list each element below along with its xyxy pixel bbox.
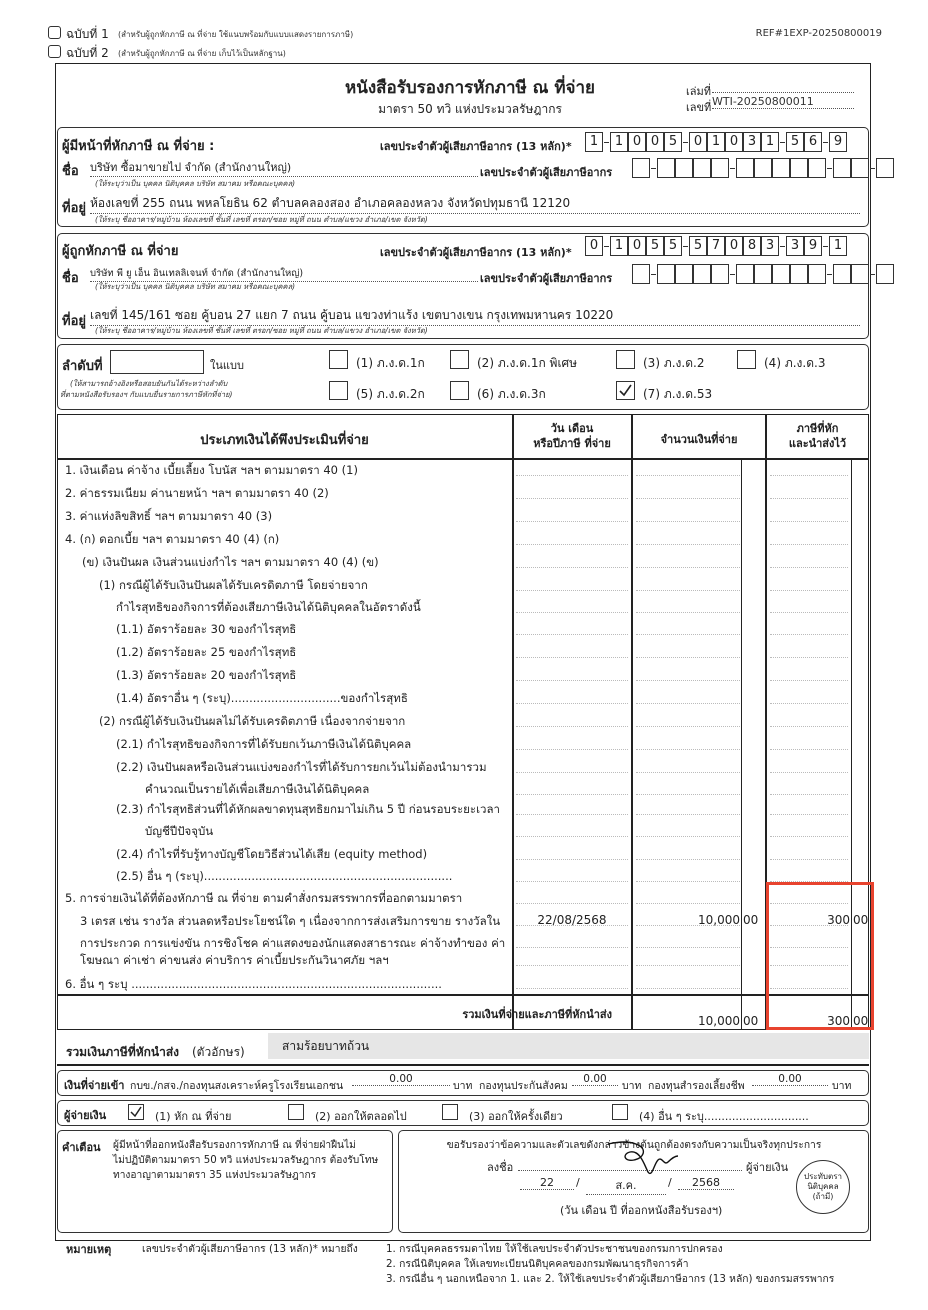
row-value-guide — [636, 947, 740, 948]
income-row: 4. (ก) ดอกเบี้ย ฯลฯ ตามมาตรา 40 (4) (ก) — [65, 532, 280, 546]
date-day: 22 — [520, 1176, 574, 1190]
form-pnd1a-special-label: (2) ภ.ง.ด.1ก พิเศษ — [477, 356, 578, 370]
copy2-checkbox[interactable] — [48, 45, 61, 58]
payee-tax-id-separator — [780, 246, 785, 247]
sequence-hint-1: (ให้สามารถอ้างอิงหรือสอบยันกันได้ระหว่างลำดับ — [70, 379, 228, 388]
form-pnd2-label: (3) ภ.ง.ด.2 — [643, 356, 705, 370]
notes-intro: เลขประจำตัวผู้เสียภาษีอากร (13 หลัก)* หมายถึง — [142, 1243, 358, 1255]
funds-label: เงินที่จ่ายเข้า — [64, 1079, 125, 1092]
row-value-guide — [636, 657, 740, 658]
payee-tax-id2-digit — [790, 264, 808, 284]
row-value-guide — [636, 703, 740, 704]
row-value-guide — [770, 680, 848, 681]
payer-tax-id-separator — [823, 142, 828, 143]
income-row: (1) กรณีผู้ได้รับเงินปันผลได้รับเครดิตภาษี โดยจ่ายจาก — [99, 578, 368, 592]
payer-name: บริษัท ซื้อมาขายไป จำกัด (สำนักงานใหญ่) — [90, 158, 478, 177]
payee-tax-id-digit: 1 — [610, 236, 628, 256]
copy2-label: ฉบับที่ 2 — [66, 46, 109, 60]
payer-address: ห้องเลขที่ 255 ถนน พหลโยธิน 62 ตำบลคลองสอง อำเภอคลองหลวง จังหวัดปทุมธานี 12120 — [90, 194, 860, 214]
warning-line: ทางอาญาตามมาตรา 35 แห่งประมวลรัษฎากร — [113, 1170, 317, 1181]
payee-tax-id2-digit — [657, 264, 675, 284]
row-value-guide — [770, 567, 848, 568]
row-value-guide — [770, 726, 848, 727]
payee-tax-id-digit: 0 — [628, 236, 646, 256]
payee-tax-id2-digit — [851, 264, 869, 284]
payee-name-hint: (ให้ระบุว่าเป็น บุคคล นิติบุคคล บริษัท สมาคม หรือคณะบุคคล) — [95, 282, 296, 291]
row-value-guide — [770, 634, 848, 635]
payee-tax-id-digit: 8 — [743, 236, 761, 256]
row-value-guide — [516, 475, 628, 476]
income-row: กำไรสุทธิของกิจการที่ต้องเสียภาษีเงินได้นิติบุคคลในอัตราดังนี้ — [116, 600, 421, 614]
row-value-guide — [636, 965, 740, 966]
header-tax-2: และนำส่งไว้ — [788, 437, 847, 450]
row-value-guide — [636, 680, 740, 681]
payee-tax-id2-separator — [827, 274, 832, 275]
income-row: โฆษณา ค่าเช่า ค่าขนส่ง ค่าบริการ ค่าเบี้ยประกันวินาศภัย ฯลฯ — [80, 953, 389, 967]
copy2-note: (สำหรับผู้ถูกหักภาษี ณ ที่จ่าย เก็บไว้เป็นหลักฐาน) — [118, 49, 286, 58]
row-value-guide — [636, 498, 740, 499]
row-value-guide — [516, 903, 628, 904]
row-value-guide — [516, 988, 628, 989]
income-row: (1.3) อัตราร้อยละ 20 ของกำไรสุทธิ — [116, 668, 297, 682]
income-row: 5. การจ่ายเงินได้ที่ต้องหักภาษี ณ ที่จ่าย ตามคำสั่งกรมสรรพากรที่ออกตามมาตรา — [65, 891, 463, 905]
row-value-guide — [516, 680, 628, 681]
payer-tax-id-digit: 0 — [725, 132, 743, 152]
form-pnd3-checkbox[interactable] — [737, 350, 756, 369]
fund-sso-value: 0.00 — [572, 1073, 618, 1086]
entry-amount: 10,000 — [698, 913, 740, 927]
payee-tax-id2-digit — [632, 264, 650, 284]
once-label: (3) ออกให้ครั้งเดียว — [469, 1110, 563, 1123]
row-value-guide — [516, 657, 628, 658]
payee-tax-id2-digit — [711, 264, 729, 284]
income-row: (1.1) อัตราร้อยละ 30 ของกำไรสุทธิ — [116, 622, 297, 636]
payee-tax-id-digit: 3 — [786, 236, 804, 256]
payer-tax-id2-digit — [657, 158, 675, 178]
row-value-guide — [770, 947, 848, 948]
total-tax-decimal: 00 — [853, 1014, 869, 1028]
warning-line: ไม่ปฏิบัติตามมาตรา 50 ทวิ แห่งประมวลรัษฎากร ต้องรับโทษ — [113, 1155, 379, 1166]
col-divider-amount-dec — [741, 458, 742, 1030]
row-value-guide — [770, 859, 848, 860]
stamp-text: (ถ้ามี) — [812, 1192, 834, 1201]
entry-amount-decimal: 00 — [743, 913, 759, 927]
payee-tax-id-digit: 0 — [725, 236, 743, 256]
doc-no-label: เลขที่ — [686, 101, 712, 114]
row-value-guide — [516, 612, 628, 613]
payer-tax-id2-digit — [772, 158, 790, 178]
form-pnd1a-checkbox[interactable] — [329, 350, 348, 369]
payer-tax-id2-digit — [675, 158, 693, 178]
row-value-guide — [516, 726, 628, 727]
row-value-guide — [770, 590, 848, 591]
words-value: สามร้อยบาทถ้วน — [268, 1033, 869, 1059]
income-row: (ข) เงินปันผล เงินส่วนแบ่งกำไร ฯลฯ ตามมาตรา 40 (4) (ข) — [82, 555, 379, 569]
row-value-guide — [516, 749, 628, 750]
col-divider-amount — [631, 414, 633, 1030]
row-value-guide — [516, 836, 628, 837]
row-value-guide — [636, 726, 740, 727]
words-label: รวมเงินภาษีที่หักนำส่ง — [66, 1045, 180, 1059]
payer-tax-id-digit: 0 — [646, 132, 664, 152]
payer-tax-id-digit: 9 — [829, 132, 847, 152]
form-pnd3-label: (4) ภ.ง.ด.3 — [764, 356, 826, 370]
table-header-divider — [57, 458, 869, 460]
row-value-guide — [516, 544, 628, 545]
row-value-guide — [770, 703, 848, 704]
payer-tax-id-separator — [780, 142, 785, 143]
date-caption: (วัน เดือน ปี ที่ออกหนังสือรับรองฯ) — [560, 1204, 723, 1217]
row-value-guide — [770, 988, 848, 989]
payer-tax-id-digit: 5 — [664, 132, 682, 152]
payer-tax-id2-digit — [833, 158, 851, 178]
row-value-guide — [516, 925, 628, 926]
income-row: การประกวด การแข่งขัน การชิงโชค ค่าแสดงของนักแสดงสาธารณะ ค่าจ้างทำของ ค่า — [80, 936, 506, 950]
copy1-note: (สำหรับผู้ถูกหักภาษี ณ ที่จ่าย ใช้แนบพร้อมกับแบบแสดงรายการภาษี) — [118, 30, 354, 39]
total-tax: 300 — [827, 1014, 850, 1028]
words-row-bottom — [57, 1064, 869, 1066]
row-value-guide — [770, 498, 848, 499]
row-value-guide — [770, 925, 848, 926]
row-value-guide — [516, 567, 628, 568]
row-value-guide — [636, 903, 740, 904]
row-value-guide — [636, 590, 740, 591]
payer-address-label: ที่อยู่ — [62, 201, 86, 216]
income-row: (1.2) อัตราร้อยละ 25 ของกำไรสุทธิ — [116, 645, 297, 659]
income-row: (2) กรณีผู้ได้รับเงินปันผลไม่ได้รับเครดิตภาษี เนื่องจากจ่ายจาก — [99, 714, 406, 728]
notes-label: หมายเหตุ — [66, 1243, 112, 1256]
row-value-guide — [636, 521, 740, 522]
in-form-label: ในแบบ — [210, 359, 244, 372]
payer-type-label: ผู้จ่ายเงิน — [64, 1109, 107, 1122]
row-value-guide — [770, 814, 848, 815]
warning-line: ผู้มีหน้าที่ออกหนังสือรับรองการหักภาษี ณ ที่จ่ายฝ่าฝืนไม่ — [113, 1140, 356, 1151]
row-value-guide — [636, 925, 740, 926]
income-row: (2.1) กำไรสุทธิของกิจการที่ได้รับยกเว้นภาษีเงินได้นิติบุคคล — [116, 737, 412, 751]
row-value-guide — [770, 475, 848, 476]
stamp-text: ประทับตรา — [803, 1172, 842, 1181]
payer-tax-id-digit: 1 — [585, 132, 603, 152]
header-date-1: วัน เดือน — [550, 422, 594, 435]
other-label: (4) อื่น ๆ ระบุ.............................. — [639, 1110, 809, 1123]
payer-tax-id2-digit — [790, 158, 808, 178]
form-pnd53-checkbox[interactable] — [616, 381, 635, 400]
row-value-guide — [516, 814, 628, 815]
sequence-label: ลำดับที่ — [62, 359, 103, 374]
fund-gpf-value: 0.00 — [352, 1073, 450, 1086]
form-pnd3a-checkbox[interactable] — [450, 381, 469, 400]
payer-tax-id2-digit — [711, 158, 729, 178]
payee-address-label: ที่อยู่ — [62, 314, 86, 329]
book-no-field[interactable] — [712, 92, 854, 93]
row-value-guide — [636, 859, 740, 860]
form-pnd2-checkbox[interactable] — [616, 350, 635, 369]
payee-tax-id2-label: เลขประจำตัวผู้เสียภาษีอากร — [480, 272, 613, 285]
payee-tax-id2-separator — [730, 274, 735, 275]
payer-tax-id-label: เลขประจำตัวผู้เสียภาษีอากร (13 หลัก)* — [380, 140, 572, 153]
payer-tax-id-digit: 1 — [761, 132, 779, 152]
income-row: 3. ค่าแห่งลิขสิทธิ์ ฯลฯ ตามมาตรา 40 (3) — [65, 509, 273, 523]
form-pnd1a-special-checkbox[interactable] — [450, 350, 469, 369]
fund-gpf-label: กบข./กสจ./กองทุนสงเคราะห์ครูโรงเรียนเอกชน — [130, 1080, 344, 1092]
payer-tax-id2-label: เลขประจำตัวผู้เสียภาษีอากร — [480, 166, 613, 179]
payee-tax-id2-digit — [675, 264, 693, 284]
row-value-guide — [516, 965, 628, 966]
payer-tax-id-digit: 1 — [707, 132, 725, 152]
payee-tax-id-digit: 7 — [707, 236, 725, 256]
date-sep-2: / — [668, 1176, 672, 1189]
book-no-label: เล่มที่ — [686, 85, 712, 98]
form-pnd53-label: (7) ภ.ง.ด.53 — [643, 387, 713, 401]
row-value-guide — [770, 521, 848, 522]
entry-tax: 300 — [827, 913, 850, 927]
fund-pvd-label: กองทุนสำรองเลี้ยงชีพ — [648, 1080, 745, 1092]
copy1-checkbox[interactable] — [48, 26, 61, 39]
income-row: คำนวณเป็นรายได้เพื่อเสียภาษีเงินได้นิติบุคคล — [145, 782, 370, 796]
payee-name: บริษัท พี ยู เอ็น อินเทลลิเจนท์ จำกัด (สำนักงานใหญ่) — [90, 266, 478, 282]
checkmark-icon — [617, 382, 634, 399]
row-value-guide — [636, 544, 740, 545]
payer-name-hint: (ให้ระบุว่าเป็น บุคคล นิติบุคคล บริษัท สมาคม หรือคณะบุคคล) — [95, 179, 296, 188]
total-row-divider — [57, 994, 869, 996]
row-value-guide — [516, 859, 628, 860]
payer-name-label: ชื่อ — [62, 164, 79, 179]
payer-tax-id-digit: 0 — [689, 132, 707, 152]
signer-role: ผู้จ่ายเงิน — [746, 1161, 789, 1174]
doc-no-value: WTI-20250800011 — [712, 95, 854, 109]
fund-pvd-value: 0.00 — [752, 1073, 828, 1086]
row-value-guide — [636, 988, 740, 989]
checkmark-icon — [129, 1105, 143, 1119]
payer-tax-id2-digit — [632, 158, 650, 178]
always-checkbox[interactable] — [288, 1104, 304, 1120]
date-month: ส.ค. — [586, 1176, 666, 1195]
payer-tax-id2-digit — [876, 158, 894, 178]
payer-tax-id2-digit — [808, 158, 826, 178]
row-value-guide — [636, 475, 740, 476]
payer-tax-id-digit: 5 — [786, 132, 804, 152]
company-stamp-circle — [796, 1160, 850, 1214]
payee-name-label: ชื่อ — [62, 271, 79, 286]
header-amount: จำนวนเงินที่จ่าย — [660, 433, 738, 446]
payee-tax-id2-digit — [876, 264, 894, 284]
row-value-guide — [516, 590, 628, 591]
income-row: (2.3) กำไรสุทธิส่วนที่ได้หักผลขาดทุนสุทธิยกมาไม่เกิน 5 ปี ก่อนรอบระยะเวลา — [116, 802, 500, 816]
row-value-guide — [516, 881, 628, 882]
total-label: รวมเงินที่จ่ายและภาษีที่หักนำส่ง — [462, 1008, 612, 1021]
row-value-guide — [770, 612, 848, 613]
payer-tax-id2-digit — [851, 158, 869, 178]
payer-tax-id-separator — [683, 142, 688, 143]
payee-tax-id2-digit — [693, 264, 711, 284]
income-row: (2.4) กำไรที่รับรู้ทางบัญชีโดยวิธีส่วนได้เสีย (equity method) — [116, 847, 428, 861]
payee-tax-id2-digit — [833, 264, 851, 284]
form-pnd2a-checkbox[interactable] — [329, 381, 348, 400]
sign-label: ลงชื่อ — [487, 1161, 514, 1174]
total-amount: 10,000 — [698, 1014, 740, 1028]
row-value-guide — [770, 544, 848, 545]
row-value-guide — [636, 772, 740, 773]
fund-pvd-baht: บาท — [832, 1080, 852, 1092]
row-value-guide — [636, 814, 740, 815]
payee-address: เลขที่ 145/161 ซอย คู้บอน 27 แยก 7 ถนน คู้บอน แขวงท่าแร้ง เขตบางเขน กรุงเทพมหานคร 10220 — [90, 306, 860, 326]
total-amount-decimal: 00 — [743, 1014, 759, 1028]
date-sep-1: / — [576, 1176, 580, 1189]
form-title: หนังสือรับรองการหักภาษี ณ ที่จ่าย — [345, 78, 595, 98]
once-checkbox[interactable] — [442, 1104, 458, 1120]
payee-tax-id-separator — [683, 246, 688, 247]
header-date-2: หรือปีภาษี ที่จ่าย — [533, 437, 611, 450]
form-pnd2a-label: (5) ภ.ง.ด.2ก — [356, 387, 425, 401]
payee-tax-id-digit: 5 — [646, 236, 664, 256]
fund-gpf-baht: บาท — [453, 1080, 473, 1092]
payer-tax-id-digit: 6 — [804, 132, 822, 152]
always-label: (2) ออกให้ตลอดไป — [315, 1110, 407, 1123]
payer-tax-id2-separator — [827, 168, 832, 169]
warning-label: คำเตือน — [62, 1141, 101, 1154]
income-row: บัญชีปีปัจจุบัน — [145, 824, 214, 838]
row-value-guide — [636, 612, 740, 613]
col-divider-date — [512, 414, 514, 1030]
payee-tax-id-digit: 5 — [664, 236, 682, 256]
payee-tax-id-label: เลขประจำตัวผู้เสียภาษีอากร (13 หลัก)* — [380, 246, 572, 259]
row-value-guide — [770, 903, 848, 904]
payer-tax-id-digit: 3 — [743, 132, 761, 152]
row-value-guide — [516, 498, 628, 499]
sequence-input[interactable] — [110, 350, 204, 374]
income-row: 6. อื่น ๆ ระบุ ..................................................................................... — [65, 977, 442, 991]
payer-tax-id2-separator — [870, 168, 875, 169]
other-checkbox[interactable] — [612, 1104, 628, 1120]
row-value-guide — [636, 836, 740, 837]
payee-heading: ผู้ถูกหักภาษี ณ ที่จ่าย — [62, 244, 179, 259]
row-value-guide — [770, 772, 848, 773]
payee-tax-id2-digit — [754, 264, 772, 284]
row-value-guide — [516, 794, 628, 795]
payer-tax-id-digit: 0 — [628, 132, 646, 152]
form-pnd1a-label: (1) ภ.ง.ด.1ก — [356, 356, 425, 370]
row-value-guide — [516, 521, 628, 522]
payer-tax-id-separator — [604, 142, 609, 143]
form-pnd3a-label: (6) ภ.ง.ด.3ก — [477, 387, 546, 401]
payee-tax-id-digit: 3 — [761, 236, 779, 256]
stamp-text: นิติบุคคล — [807, 1182, 839, 1191]
payee-tax-id-separator — [823, 246, 828, 247]
payer-tax-id2-separator — [730, 168, 735, 169]
payee-tax-id-digit: 1 — [829, 236, 847, 256]
payee-tax-id2-digit — [736, 264, 754, 284]
row-value-guide — [516, 703, 628, 704]
row-value-guide — [770, 749, 848, 750]
entry-date: 22/08/2568 — [537, 913, 607, 927]
payer-tax-id2-separator — [651, 168, 656, 169]
payee-tax-id-digit: 0 — [585, 236, 603, 256]
header-income-type: ประเภทเงินได้พึงประเมินที่จ่าย — [200, 433, 369, 448]
row-value-guide — [770, 794, 848, 795]
row-value-guide — [516, 634, 628, 635]
certify-text: ขอรับรองว่าข้อความและตัวเลขดังกล่าวข้างต้นถูกต้องตรงกับความเป็นจริงทุกประการ — [446, 1139, 822, 1151]
row-value-guide — [636, 794, 740, 795]
row-value-guide — [770, 836, 848, 837]
copy1-label: ฉบับที่ 1 — [66, 27, 109, 41]
row-value-guide — [770, 881, 848, 882]
income-row: 3 เตรส เช่น รางวัล ส่วนลดหรือประโยชน์ใด ๆ เนื่องจากการส่งเสริมการขาย รางวัลใน — [80, 914, 501, 928]
income-row: 1. เงินเดือน ค่าจ้าง เบี้ยเลี้ยง โบนัส ฯลฯ ตามมาตรา 40 (1) — [65, 463, 358, 477]
payer-tax-id2-digit — [736, 158, 754, 178]
date-year: 2568 — [678, 1176, 734, 1190]
row-value-guide — [636, 749, 740, 750]
header-tax-1: ภาษีที่หัก — [796, 422, 839, 435]
payee-tax-id-digit: 5 — [689, 236, 707, 256]
payee-tax-id2-digit — [808, 264, 826, 284]
withhold-label: (1) หัก ณ ที่จ่าย — [155, 1110, 232, 1123]
row-value-guide — [636, 634, 740, 635]
row-value-guide — [516, 772, 628, 773]
words-sub: (ตัวอักษร) — [192, 1045, 245, 1059]
payer-tax-id-digit: 1 — [610, 132, 628, 152]
payee-tax-id-digit: 9 — [804, 236, 822, 256]
payee-tax-id2-separator — [870, 274, 875, 275]
payee-tax-id2-separator — [651, 274, 656, 275]
withhold-checkbox[interactable] — [128, 1104, 144, 1120]
form-subtitle: มาตรา 50 ทวิ แห่งประมวลรัษฎากร — [378, 102, 562, 116]
tax-highlight-box — [766, 882, 874, 1030]
notes-item: 1. กรณีบุคคลธรรมดาไทย ให้ใช้เลขประจำตัวประชาชนของกรมการปกครอง — [386, 1243, 723, 1255]
row-value-guide — [516, 947, 628, 948]
payee-address-hint: (ให้ระบุ ชื่ออาคาร/หมู่บ้าน ห้องเลขที่ ชั้นที่ เลขที่ ตรอก/ซอย หมู่ที่ ถนน ตำบล/แขวง อำเภอ/เขต จังหวัด) — [95, 326, 428, 335]
sequence-hint-2: ที่ตามหนังสือรับรองฯ กับแบบยื่นรายการภาษีหักที่จ่าย) — [60, 390, 233, 399]
row-value-guide — [770, 657, 848, 658]
payer-heading: ผู้มีหน้าที่หักภาษี ณ ที่จ่าย : — [62, 139, 215, 154]
ref-number: REF#1EXP-20250800019 — [755, 28, 882, 39]
notes-item: 2. กรณีนิติบุคคล ให้เลขทะเบียนนิติบุคคลของกรมพัฒนาธุรกิจการค้า — [386, 1258, 689, 1270]
row-value-guide — [636, 881, 740, 882]
income-row: 2. ค่าธรรมเนียม ค่านายหน้า ฯลฯ ตามมาตรา 40 (2) — [65, 486, 329, 500]
row-value-guide — [770, 965, 848, 966]
payer-tax-id2-digit — [693, 158, 711, 178]
fund-sso-baht: บาท — [622, 1080, 642, 1092]
income-row: (2.2) เงินปันผลหรือเงินส่วนแบ่งของกำไรที่ได้รับการยกเว้นไม่ต้องนำมารวม — [116, 760, 487, 774]
income-row: (2.5) อื่น ๆ (ระบุ).................................................................... — [116, 869, 453, 883]
fund-sso-label: กองทุนประกันสังคม — [479, 1080, 568, 1092]
entry-tax-decimal: 00 — [853, 913, 869, 927]
notes-item: 3. กรณีอื่น ๆ นอกเหนือจาก 1. และ 2. ให้ใช้เลขประจำตัวผู้เสียภาษีอากร (13 หลัก) ของกรมสรรพากร — [386, 1273, 835, 1285]
payer-address-hint: (ให้ระบุ ชื่ออาคาร/หมู่บ้าน ห้องเลขที่ ชั้นที่ เลขที่ ตรอก/ซอย หมู่ที่ ถนน ตำบล/แขวง อำเภอ/เขต จังหวัด) — [95, 215, 428, 224]
row-value-guide — [636, 567, 740, 568]
income-row: (1.4) อัตราอื่น ๆ (ระบุ)..............................ของกำไรสุทธิ — [116, 691, 408, 705]
payer-tax-id2-digit — [754, 158, 772, 178]
payee-tax-id-separator — [604, 246, 609, 247]
payee-tax-id2-digit — [772, 264, 790, 284]
